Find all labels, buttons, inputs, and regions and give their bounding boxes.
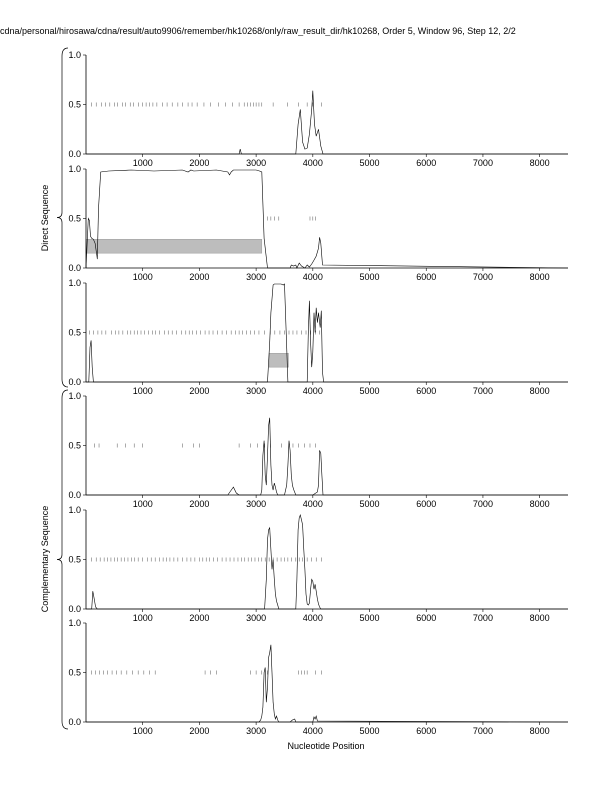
- y-tick-label: 1.0: [68, 278, 81, 288]
- chart-panel-1: [68, 50, 568, 168]
- x-tick-label: 6000: [416, 613, 437, 623]
- series-line: [86, 515, 568, 609]
- y-tick-label: 0.5: [68, 213, 81, 224]
- y-tick-label: 1.0: [68, 618, 81, 628]
- x-tick-label: 8000: [529, 386, 550, 396]
- highlight-region: [86, 239, 262, 253]
- x-tick-label: 7000: [472, 613, 493, 623]
- x-tick-label: 8000: [529, 613, 550, 623]
- y-tick-label: 1.0: [68, 50, 81, 60]
- x-tick-label: 6000: [416, 158, 437, 168]
- x-tick-label: 3000: [246, 272, 267, 282]
- x-tick-label: 2000: [189, 386, 210, 396]
- x-tick-label: 8000: [529, 726, 550, 736]
- x-tick-label: 5000: [359, 386, 380, 396]
- chart-panel-5: [68, 505, 568, 623]
- x-tick-label: 2000: [189, 158, 210, 168]
- x-tick-label: 7000: [472, 386, 493, 396]
- group-label-complementary-sequence: Complementary Sequence: [40, 505, 50, 613]
- page-title: cdna/personal/hirosawa/cdna/result/auto9906/remember/hk10268/only/raw_result_dir/hk10268, Order 5, Window 96, Step 12, 2/2: [0, 26, 516, 36]
- highlight-region: [269, 353, 288, 367]
- x-tick-label: 8000: [529, 272, 550, 282]
- x-tick-label: 4000: [302, 272, 323, 282]
- chart-panel-2: [68, 164, 568, 282]
- x-tick-label: 3000: [246, 158, 267, 168]
- y-tick-label: 0.5: [68, 667, 81, 678]
- x-tick-label: 2000: [189, 499, 210, 509]
- group-braces: [57, 48, 68, 729]
- brace-complementary-sequence: [57, 390, 68, 729]
- y-tick-label: 0.5: [68, 554, 81, 565]
- x-tick-label: 3000: [246, 726, 267, 736]
- x-tick-label: 5000: [359, 272, 380, 282]
- x-tick-label: 5000: [359, 158, 380, 168]
- plot-panels: [68, 50, 568, 736]
- x-tick-label: 3000: [246, 613, 267, 623]
- y-tick-label: 0.5: [68, 327, 81, 338]
- x-tick-label: 4000: [302, 613, 323, 623]
- x-tick-label: 5000: [359, 726, 380, 736]
- x-tick-label: 8000: [529, 158, 550, 168]
- x-tick-label: 2000: [189, 726, 210, 736]
- x-tick-label: 4000: [302, 386, 323, 396]
- y-tick-label: 1.0: [68, 391, 81, 401]
- x-tick-label: 7000: [472, 272, 493, 282]
- series-line: [86, 91, 568, 154]
- x-tick-label: 1000: [132, 272, 153, 282]
- x-tick-label: 1000: [132, 499, 153, 509]
- y-tick-label: 0.5: [68, 440, 81, 451]
- x-tick-label: 5000: [359, 499, 380, 509]
- x-tick-label: 5000: [359, 613, 380, 623]
- x-tick-label: 1000: [132, 158, 153, 168]
- x-tick-label: 4000: [302, 726, 323, 736]
- y-tick-label: 0.0: [68, 604, 81, 614]
- x-tick-label: 8000: [529, 499, 550, 509]
- x-tick-label: 7000: [472, 726, 493, 736]
- x-tick-label: 7000: [472, 158, 493, 168]
- x-tick-label: 3000: [246, 499, 267, 509]
- y-tick-label: 1.0: [68, 164, 81, 174]
- group-label-direct-sequence: Direct Sequence: [40, 184, 50, 252]
- x-tick-label: 4000: [302, 499, 323, 509]
- x-tick-label: 2000: [189, 613, 210, 623]
- x-tick-label: 6000: [416, 272, 437, 282]
- chart-panel-6: [68, 618, 568, 736]
- series-line: [86, 418, 568, 495]
- chart-panel-3: [68, 278, 568, 396]
- brace-direct-sequence: [57, 48, 68, 387]
- x-tick-label: 7000: [472, 499, 493, 509]
- x-tick-label: 1000: [132, 386, 153, 396]
- x-tick-label: 3000: [246, 386, 267, 396]
- x-tick-label: 6000: [416, 386, 437, 396]
- y-tick-label: 0.0: [68, 263, 81, 273]
- x-tick-label: 6000: [416, 499, 437, 509]
- x-tick-label: 1000: [132, 613, 153, 623]
- x-tick-label: 6000: [416, 726, 437, 736]
- x-tick-label: 2000: [189, 272, 210, 282]
- y-tick-label: 0.0: [68, 490, 81, 500]
- series-line: [86, 645, 568, 722]
- y-tick-label: 0.5: [68, 99, 81, 110]
- x-tick-label: 1000: [132, 726, 153, 736]
- x-tick-label: 4000: [302, 158, 323, 168]
- series-line: [86, 284, 568, 382]
- y-tick-label: 0.0: [68, 149, 81, 159]
- chart-panel-4: [68, 391, 568, 509]
- y-tick-label: 0.0: [68, 717, 81, 727]
- y-tick-label: 1.0: [68, 505, 81, 515]
- x-axis-label: Nucleotide Position: [287, 741, 365, 751]
- y-tick-label: 0.0: [68, 377, 81, 387]
